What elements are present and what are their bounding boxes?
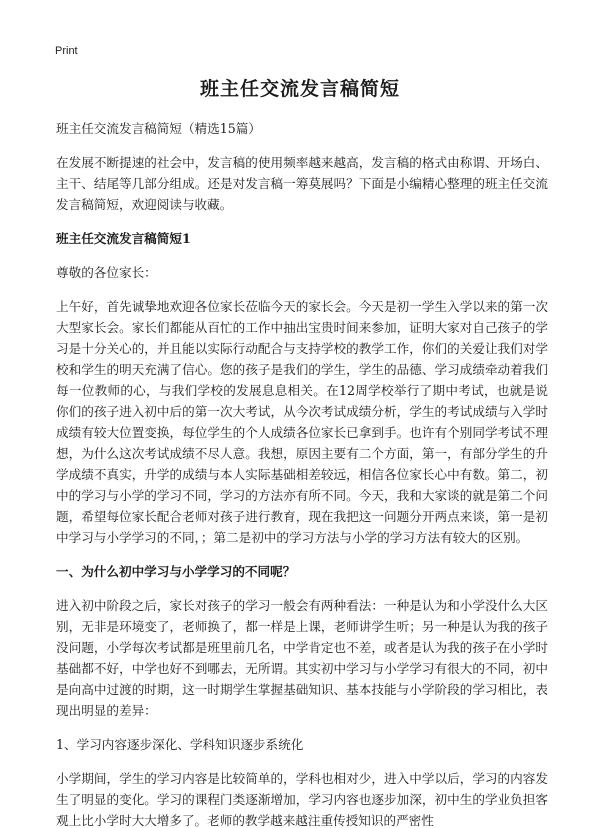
article-subtitle: 班主任交流发言稿简短（精选15篇） [56,121,261,136]
greeting: 尊敬的各位家长： [56,265,157,280]
page-title: 班主任交流发言稿简短 [199,78,400,100]
article-body [56,118,548,828]
print-link[interactable]: Print [55,45,78,57]
section-heading: 班主任交流发言稿简短1 [56,231,191,246]
point-heading: 1、学习内容逐步深化、学科知识逐步系统化 [56,737,304,752]
body-paragraph: 上午好，首先诚挚地欢迎各位家长莅临今天的家长会。今天是初一学生入学以来的第一次大型家长会。家长们都能从百忙的工作中抽出宝贵时间来参加，证明大家对自己孩子的学习是十分关心的，并且能以实际行动配合与支持学校的教学工作，你们的关爱让我们对学校和学生的明天充满了信心。您的孩子是我们的学生，学生的品德、学习成绩牵动着我们每一位教师的心，与我们学校的发展息息相关。在12周学校举行了期中考试，也就是说你们的孩子进入初中后的第一次大考试，从今次考试成绩分析，学生的考试成绩与入学时成绩有较大位置变换，每位学生的个人成绩各位家长已拿到手。也许有个别同学考试不理想，为什么这次考试成绩不尽人意。我想，原因主要有二个方面，第一，有部分学生的升学成绩不真实，升学的成绩与本人实际基础相差较远，相信各位家长心中有数。第二，初中的学习与小学的学习不同，学习的方法亦有所不同。今天，我和大家谈的就是第二个问题，希望每位家长配合老师对孩子进行教育，现在我把这一问题分开两点来谈，第一是初中学习与小学学习的不同，；第二是初中的学习方法与小学的学习方法有较大的区别。 [56,299,548,545]
body-paragraph: 进入初中阶段之后，家长对孩子的学习一般会有两种看法：一种是认为和小学没什么大区别，无非是环境变了，老师换了，都一样是上课，老师讲学生听；另一种是认为我的孩子没问题，小学每次考试都是班里前几名，中学肯定也不差，或者是认为我的孩子在小学时基础都不好，中学也好不到哪去，无所谓。其实初中学习与小学学习有很大的不同，初中是向高中过渡的时期，这一时期学生掌握基础知识、基本技能与小学阶段的学习相比，表现出明显的差异： [56,598,548,718]
question-heading: 一、为什么初中学习与小学学习的不同呢？ [56,564,296,579]
intro-paragraph: 在发展不断提速的社会中，发言稿的使用频率越来越高，发言稿的格式由称谓、开场白、主干、结尾等几部分组成。还是对发言稿一筹莫展吗？下面是小编精心整理的班主任交流发言稿简短，欢迎阅读与收藏。 [56,155,548,212]
body-paragraph: 小学期间，学生的学习内容是比较简单的，学科也相对少，进入中学以后，学习的内容发生了明显的变化。学习的课程门类逐渐增加，学习内容也逐步加深，初中生的学业负担客观上比小学时大大增多了。老师的教学越来越注重传授知识的严密性 [56,771,548,828]
